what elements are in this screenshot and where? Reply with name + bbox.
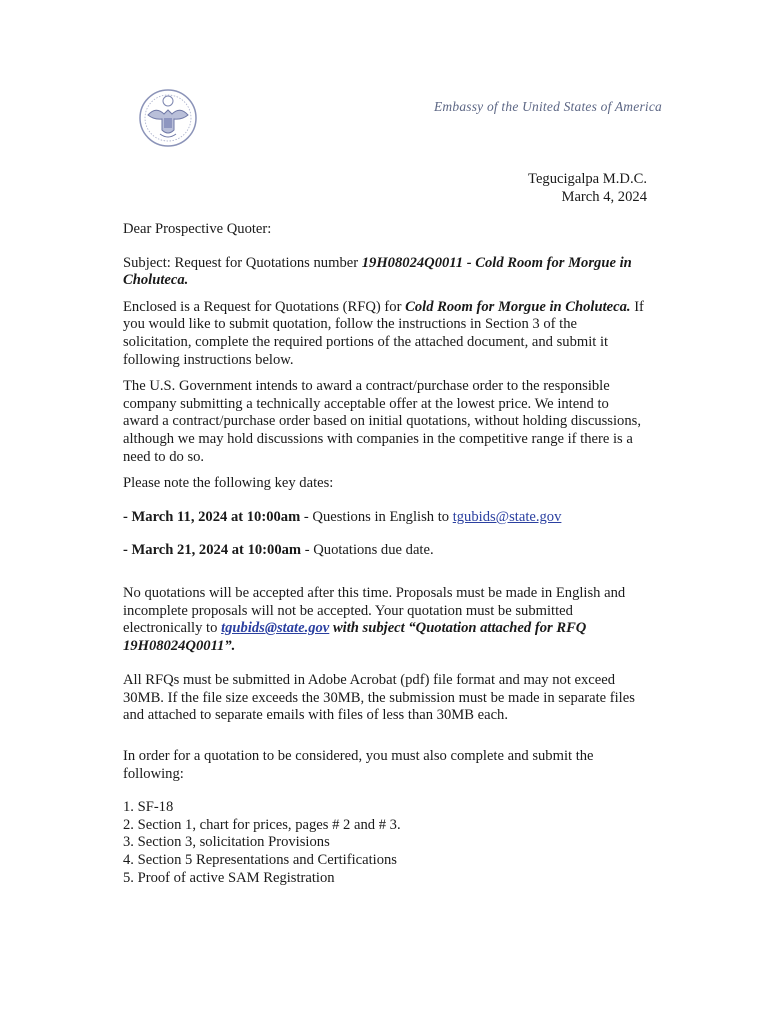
- requirements-intro: In order for a quotation to be considered, you must also complete and submit the following:: [123, 748, 594, 782]
- submission-email-link[interactable]: tgubids@state.gov: [221, 620, 330, 637]
- us-great-seal-icon: [138, 88, 198, 148]
- embassy-name: Embassy of the United States of America: [433, 99, 662, 114]
- key-date-desc: - Questions in English to: [300, 508, 453, 525]
- intro-post: If you would like to submit quotation, follow the instructions in Section 3 of the solicitation, complete the required portions of the attached document, and submit it following instructions below.: [123, 298, 644, 368]
- letter-body: [123, 221, 648, 887]
- location: Tegucigalpa M.D.C.: [528, 171, 647, 187]
- letter-date: March 4, 2024: [561, 189, 647, 205]
- intro-paragraph: [123, 299, 648, 369]
- questions-email-link[interactable]: tgubids@state.gov: [452, 508, 562, 525]
- key-date-desc: - Quotations due date.: [301, 542, 434, 559]
- project-name: Cold Room for Morgue in Choluteca.: [405, 298, 631, 315]
- award-paragraph: The U.S. Government intends to award a contract/purchase order to the responsible company submitting a technically acceptable offer at the lowest price. We intend to award a contract/purchase order based on initial quotations, without holding discussions, although we may hold discussions with companies in the competitive range if there is a need to do so.: [123, 378, 641, 465]
- key-date-date: - March 21, 2024 at 10:00am: [123, 542, 302, 559]
- list-item: 3. Section 3, solicitation Provisions: [123, 834, 330, 851]
- subject-line: [123, 255, 648, 290]
- requirements-list: [123, 799, 648, 887]
- rfq-title: 19H08024Q0011 - Cold Room for Morgue in Choluteca.: [123, 254, 632, 289]
- list-item: 2. Section 1, chart for prices, pages # 2 and # 3.: [123, 816, 401, 833]
- submission-paragraph: [123, 585, 648, 655]
- subject-prefix: Subject: Request for Quotations number: [123, 254, 362, 271]
- submission-subject: with subject “Quotation attached for RFQ 19H08024Q0011”.: [123, 620, 587, 654]
- salutation: Dear Prospective Quoter:: [123, 221, 272, 237]
- list-item: 1. SF-18: [123, 799, 174, 816]
- list-item: 4. Section 5 Representations and Certifications: [123, 852, 397, 869]
- file-format-paragraph: All RFQs must be submitted in Adobe Acrobat (pdf) file format and may not exceed 30MB. If the file size exceeds the 30MB, the submission must be made in separate files and attached to separate emails with files of less than 30MB each.: [123, 672, 635, 724]
- location-date-block: [440, 170, 647, 206]
- list-item: 5. Proof of active SAM Registration: [123, 869, 335, 886]
- key-date-date: - March 11, 2024 at 10:00am: [123, 508, 301, 525]
- intro-pre: Enclosed is a Request for Quotations (RFQ) for: [123, 298, 406, 315]
- key-date-due: [123, 542, 648, 560]
- submission-text: No quotations will be accepted after this time. Proposals must be made in English and incomplete proposals will not be accepted. Your quotation must be submitted electronically to: [123, 584, 626, 637]
- key-date-questions: [123, 509, 648, 527]
- key-dates-intro: Please note the following key dates:: [123, 475, 334, 492]
